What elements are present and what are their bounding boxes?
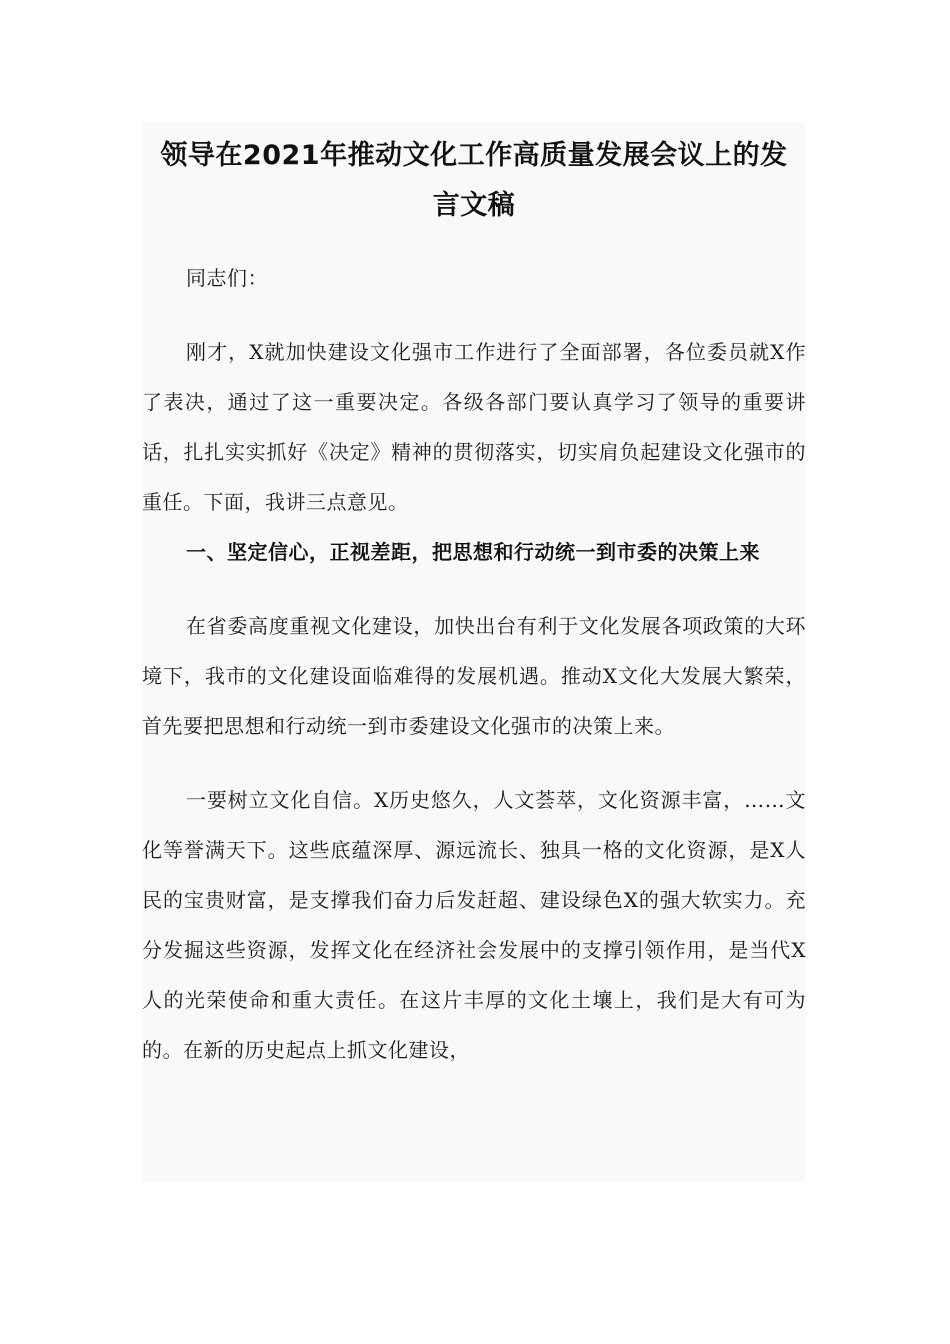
paragraph-cultural-confidence: 一要树立文化自信。X历史悠久，人文荟萃，文化资源丰富，……文化等誉满天下。这些底蕴深厚、源远流长、独具一格的文化资源，是X人民的宝贵财富，是支撑我们奋力后发赶超、建设绿色X的强大软实力。充分发掘这些资源，发挥文化在经济社会发展中的支撑引领作用，是当代X人的光荣使命和重大责任。在这片丰厚的文化土壤上，我们是大有可为的。在新的历史起点上抓文化建设，: [142, 788, 806, 1062]
paragraph-opening: 刚才，X就加快建设文化强市工作进行了全面部署，各位委员就X作了表决，通过了这一重要决定。各级各部门要认真学习了领导的重要讲话，扎扎实实抓好《决定》精神的贯彻落实，切实肩负起建设文化强市的重任。下面，我讲三点意见。: [142, 340, 806, 514]
document-title-line-2: 言文稿: [432, 190, 516, 221]
section-heading-1: 一、坚定信心，正视差距，把思想和行动统一到市委的决策上来: [186, 540, 760, 564]
document-page: [142, 123, 806, 1181]
paragraph-section-1-intro: 在省委高度重视文化建设，加快出台有利于文化发展各项政策的大环境下，我市的文化建设面临难得的发展机遇。推动X文化大发展大繁荣，首先要把思想和行动统一到市委建设文化强市的决策上来。: [142, 614, 806, 738]
salutation: 同志们：: [186, 266, 268, 290]
document-title-line-1: 领导在2021年推动文化工作高质量发展会议上的发: [160, 140, 788, 171]
document-title: [142, 123, 806, 231]
